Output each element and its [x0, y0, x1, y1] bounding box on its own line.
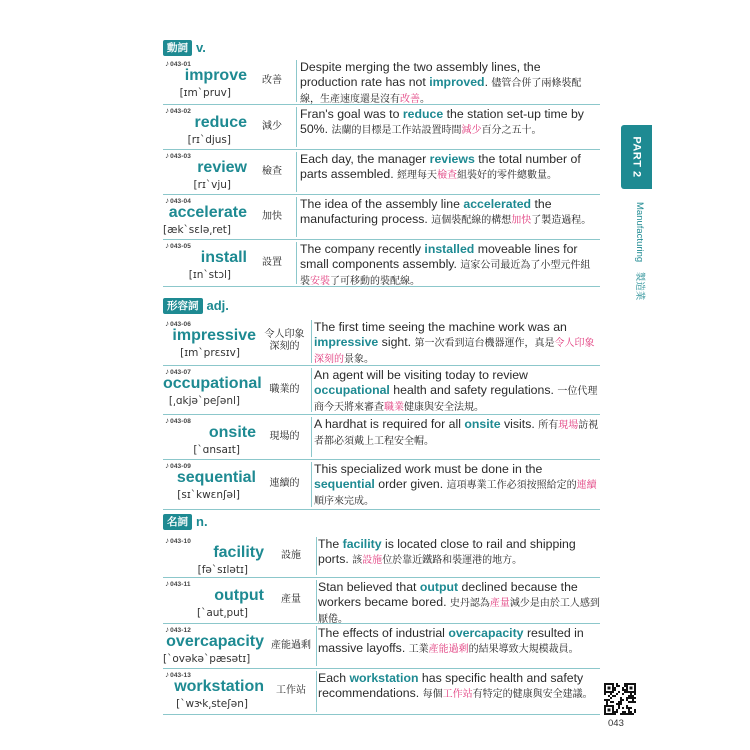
phonetic-transcription: [æk`sɛlə͵ret] — [163, 224, 231, 236]
translation-text: 這個裝配線的構想 — [431, 215, 512, 226]
translation-text: 史丹認為 — [449, 598, 490, 609]
track-number-text: 043-07 — [170, 369, 191, 376]
track-number-text: 043-03 — [170, 153, 191, 160]
sentence-text: moveable lines for small components assembly. — [300, 242, 578, 271]
highlighted-word: output — [419, 580, 459, 594]
track-number-text: 043-13 — [170, 672, 191, 679]
column-divider — [316, 537, 317, 575]
example-sentence — [314, 417, 600, 449]
audio-note-icon: ♪ — [165, 536, 170, 545]
highlighted-word: reduce — [402, 107, 444, 121]
phonetic-transcription: [fə`sɪlətɪ] — [197, 564, 248, 576]
example-sentence — [300, 197, 600, 228]
audio-note-icon: ♪ — [165, 151, 170, 160]
vocab-entry — [163, 195, 600, 240]
track-number-text: 043-10 — [170, 538, 191, 545]
sentence-text: is located close to rail and shipping ports. — [318, 537, 576, 566]
highlighted-word: accelerated — [463, 197, 532, 211]
translation-text: 景象。 — [344, 354, 374, 365]
part-of-speech-abbr: n. — [196, 514, 208, 529]
sentence-text: Each — [318, 671, 350, 685]
translation-text: 這家公司最近為了小型元件組裝 — [300, 260, 591, 287]
highlighted-chinese: 設施 — [362, 555, 383, 566]
vocab-entry — [163, 460, 600, 510]
audio-note-icon: ♪ — [165, 241, 170, 250]
highlighted-chinese: 改善 — [400, 94, 420, 105]
column-divider — [296, 197, 297, 237]
highlighted-chinese: 現場 — [558, 420, 579, 431]
highlighted-chinese: 令人印象深刻的 — [314, 338, 595, 365]
audio-note-icon: ♪ — [165, 579, 170, 588]
example-sentence — [318, 537, 601, 568]
highlighted-chinese: 檢查 — [437, 170, 458, 181]
translation-text: 。 — [420, 94, 430, 105]
vocab-word: install — [200, 249, 247, 266]
highlighted-chinese: 產能過剩 — [428, 644, 469, 655]
column-divider — [316, 580, 317, 621]
part-label: PART 2 — [630, 136, 643, 178]
highlighted-chinese: 連續 — [576, 480, 597, 491]
phonetic-transcription: [͵ɑkjə`peʃənl] — [168, 395, 240, 407]
example-sentence — [300, 107, 600, 138]
part-of-speech-badge: 名詞 — [163, 514, 192, 530]
part-of-speech-badge: 形容詞 — [163, 298, 203, 314]
part-of-speech-abbr: v. — [196, 40, 206, 55]
track-number-text: 043-11 — [170, 581, 191, 588]
sentence-text: Each day, the manager — [300, 152, 430, 166]
sentence-text: A hardhat is required for all — [314, 417, 465, 431]
phonetic-transcription: [`aut͵put] — [196, 607, 248, 619]
phonetic-transcription: [ɪn`stɔl] — [188, 269, 231, 281]
chinese-meaning: 改善 — [262, 74, 282, 86]
phonetic-transcription: [sɪ`kwɛnʃəl] — [177, 489, 240, 501]
track-number-text: 043-12 — [170, 627, 191, 634]
highlighted-chinese: 職業 — [384, 402, 404, 413]
sentence-text: The effects of industrial — [318, 626, 449, 640]
phonetic-transcription: [ɪm`prɛsɪv] — [180, 347, 240, 359]
highlighted-word: impressive — [314, 335, 379, 349]
chinese-meaning: 產量 — [281, 594, 301, 605]
translation-text: 每個 — [422, 689, 443, 700]
sentence-text: The — [318, 537, 343, 551]
vocab-word: facility — [213, 544, 264, 561]
translation-text: 位於靠近鐵路和裝運港的地方。 — [382, 555, 523, 566]
chinese-meaning: 現場的 — [269, 430, 300, 442]
vocab-word: output — [214, 587, 264, 604]
vocab-word: improve — [184, 67, 247, 84]
example-sentence — [300, 60, 600, 107]
track-number-text: 043-01 — [170, 61, 191, 68]
sentence-text: health and safety regulations. — [389, 383, 554, 397]
vocab-entry — [163, 366, 600, 415]
vocab-entry — [163, 535, 600, 578]
highlighted-chinese: 安裝 — [310, 276, 330, 287]
audio-note-icon: ♪ — [165, 625, 170, 634]
vocab-entry — [163, 240, 600, 287]
vocab-entry — [163, 150, 600, 195]
example-sentence — [300, 242, 600, 289]
column-divider — [296, 107, 297, 147]
sentence-text: order given. — [374, 477, 444, 491]
highlighted-word: installed — [424, 242, 475, 256]
chinese-meaning: 減少 — [262, 120, 282, 132]
chapter-side-label — [631, 200, 643, 310]
translation-text: 所有 — [538, 420, 559, 431]
translation-text: 了可移動的裝配線。 — [330, 276, 420, 287]
translation-text: 經理每天 — [397, 170, 438, 181]
example-sentence — [318, 671, 601, 702]
part-of-speech-badge: 動詞 — [163, 40, 192, 56]
sentence-text: The company recently — [300, 242, 425, 256]
sentence-text: the station set-up time by 50%. — [300, 107, 584, 136]
sentence-text: has specific health and safety recommendations. — [318, 671, 584, 700]
audio-note-icon: ♪ — [165, 196, 170, 205]
column-divider — [316, 626, 317, 666]
vocab-word: sequential — [176, 469, 256, 486]
phonetic-transcription: [rɪ`djus] — [187, 134, 231, 146]
vocab-word: onsite — [208, 424, 256, 441]
vocab-entry — [163, 415, 600, 460]
chinese-translation — [352, 555, 522, 566]
translation-text: 有特定的健康與安全建議。 — [472, 689, 593, 700]
highlighted-word: sequential — [314, 477, 375, 491]
phonetic-transcription: [`ovəkə`pæsətɪ] — [163, 653, 251, 665]
highlighted-chinese: 產量 — [489, 598, 510, 609]
vocab-word: impressive — [172, 327, 256, 344]
chinese-meaning: 設置 — [262, 256, 282, 268]
section-heading — [163, 297, 229, 314]
chinese-translation — [397, 170, 557, 181]
chinese-translation — [423, 689, 593, 700]
audio-note-icon: ♪ — [165, 319, 170, 328]
sentence-text: Despite merging the two assembly lines, the production rate has not — [300, 60, 541, 89]
track-number-text: 043-04 — [170, 198, 191, 205]
section-heading — [163, 39, 206, 56]
example-sentence — [314, 462, 600, 509]
translation-text: 法蘭的目標是工作站設置時間 — [331, 125, 462, 136]
translation-text: 百分之五十。 — [481, 125, 542, 136]
chinese-meaning: 職業的 — [269, 383, 300, 395]
vocab-entry — [163, 578, 600, 624]
vocab-word: reduce — [194, 114, 247, 131]
phonetic-transcription: [`ɑnsaɪt] — [193, 444, 240, 456]
sentence-text: . — [484, 75, 488, 89]
phonetic-transcription: [ɪm`pruv] — [179, 87, 231, 99]
sentence-text: The first time seeing the machine work was an — [314, 320, 567, 334]
column-divider — [311, 462, 312, 507]
example-sentence — [318, 580, 601, 627]
sentence-text: visits. — [500, 417, 535, 431]
chinese-meaning: 設施 — [281, 549, 301, 561]
highlighted-chinese: 加快 — [511, 215, 532, 226]
chinese-meaning: 工作站 — [276, 685, 306, 696]
translation-text: 順序來完成。 — [314, 496, 374, 507]
phonetic-transcription: [rɪ`vju] — [193, 179, 231, 191]
highlighted-word: reviews — [429, 152, 475, 166]
sentence-text: the total number of parts assembled. — [300, 152, 581, 181]
vocab-word: occupational — [163, 375, 262, 392]
sentence-text: This specialized work must be done in the — [314, 462, 543, 476]
vocab-entry — [163, 58, 600, 105]
sentence-text: An agent will be visiting today to review — [314, 368, 528, 382]
audio-note-icon: ♪ — [165, 416, 170, 425]
highlighted-chinese: 減少 — [461, 125, 482, 136]
translation-text: 第一次看到這台機器運作，真是 — [414, 338, 555, 349]
translation-text: 減少是由於工人感到厭倦。 — [318, 598, 600, 625]
vocab-word: workstation — [174, 678, 264, 695]
chinese-meaning: 加快 — [262, 210, 282, 222]
vocab-entry — [163, 624, 600, 669]
qr-code-icon — [604, 683, 636, 715]
translation-text: 組裝好的零件總數量。 — [457, 170, 558, 181]
section-heading — [163, 513, 208, 530]
track-number-text: 043-09 — [170, 463, 191, 470]
audio-note-icon: ♪ — [165, 367, 170, 376]
audio-note-icon: ♪ — [165, 106, 170, 115]
chapter-label: Manufacturing 製造業 — [634, 202, 645, 301]
sentence-text: the manufacturing process. — [300, 197, 552, 226]
translation-text: 健康與安全法規。 — [404, 402, 484, 413]
column-divider — [296, 152, 297, 192]
example-sentence — [300, 152, 600, 183]
chinese-meaning: 令人印象深刻的 — [264, 329, 305, 352]
audio-note-icon: ♪ — [165, 461, 170, 470]
part-of-speech-abbr: adj. — [206, 298, 229, 313]
sentence-text: resulted in massive layoffs. — [318, 626, 584, 655]
chinese-meaning: 產能過剩 — [271, 639, 311, 651]
column-divider — [311, 320, 312, 363]
part-tab — [621, 125, 652, 189]
phonetic-transcription: [`wɝk͵steʃən] — [176, 698, 248, 710]
highlighted-word: overcapacity — [448, 626, 524, 640]
audio-note-icon: ♪ — [165, 59, 170, 68]
chinese-translation — [409, 644, 579, 655]
track-number-text: 043-06 — [170, 321, 191, 328]
column-divider — [311, 417, 312, 457]
column-divider — [296, 60, 297, 102]
translation-text: 一位代理商今天將來審查 — [314, 386, 598, 413]
highlighted-word: improved — [429, 75, 485, 89]
example-sentence — [318, 626, 601, 657]
translation-text: 的結果導致大規模裁員。 — [468, 644, 579, 655]
translation-text: 該 — [352, 555, 363, 566]
highlighted-chinese: 工作站 — [442, 689, 473, 700]
highlighted-word: workstation — [349, 671, 419, 685]
translation-text: 訪視者都必須戴上工程安全帽。 — [314, 420, 599, 447]
column-divider — [311, 368, 312, 412]
column-divider — [316, 671, 317, 712]
chinese-translation — [331, 125, 541, 136]
audio-note-icon: ♪ — [165, 670, 170, 679]
sentence-text: declined because the workers became bored. — [318, 580, 578, 609]
vocab-entry — [163, 105, 600, 150]
sentence-text: The idea of the assembly line — [300, 197, 464, 211]
track-number-text: 043-08 — [170, 418, 191, 425]
page-number: 043 — [608, 718, 624, 729]
vocab-word: review — [197, 159, 247, 176]
translation-text: 工業 — [408, 644, 429, 655]
translation-text: 儘管合併了兩條裝配線，生產速度還是沒有 — [300, 78, 582, 105]
chinese-meaning: 檢查 — [262, 165, 282, 177]
sentence-text: Fran's goal was to — [300, 107, 403, 121]
track-number-text: 043-05 — [170, 243, 191, 250]
translation-text: 了製造過程。 — [531, 215, 592, 226]
chinese-meaning: 連續的 — [269, 478, 300, 489]
translation-text: 這項專業工作必須按照給定的 — [446, 480, 577, 491]
example-sentence — [314, 320, 600, 367]
example-sentence — [314, 368, 600, 415]
column-divider — [296, 242, 297, 284]
highlighted-word: occupational — [314, 383, 390, 397]
vocab-word: overcapacity — [166, 633, 264, 650]
chinese-translation — [431, 215, 591, 226]
highlighted-word: facility — [342, 537, 382, 551]
vocab-word: accelerate — [168, 204, 247, 221]
vocab-entry — [163, 669, 600, 715]
sentence-text: Stan believed that — [318, 580, 420, 594]
vocab-entry — [163, 318, 600, 366]
sentence-text: sight. — [378, 335, 412, 349]
track-number-text: 043-02 — [170, 108, 191, 115]
highlighted-word: onsite — [464, 417, 501, 431]
